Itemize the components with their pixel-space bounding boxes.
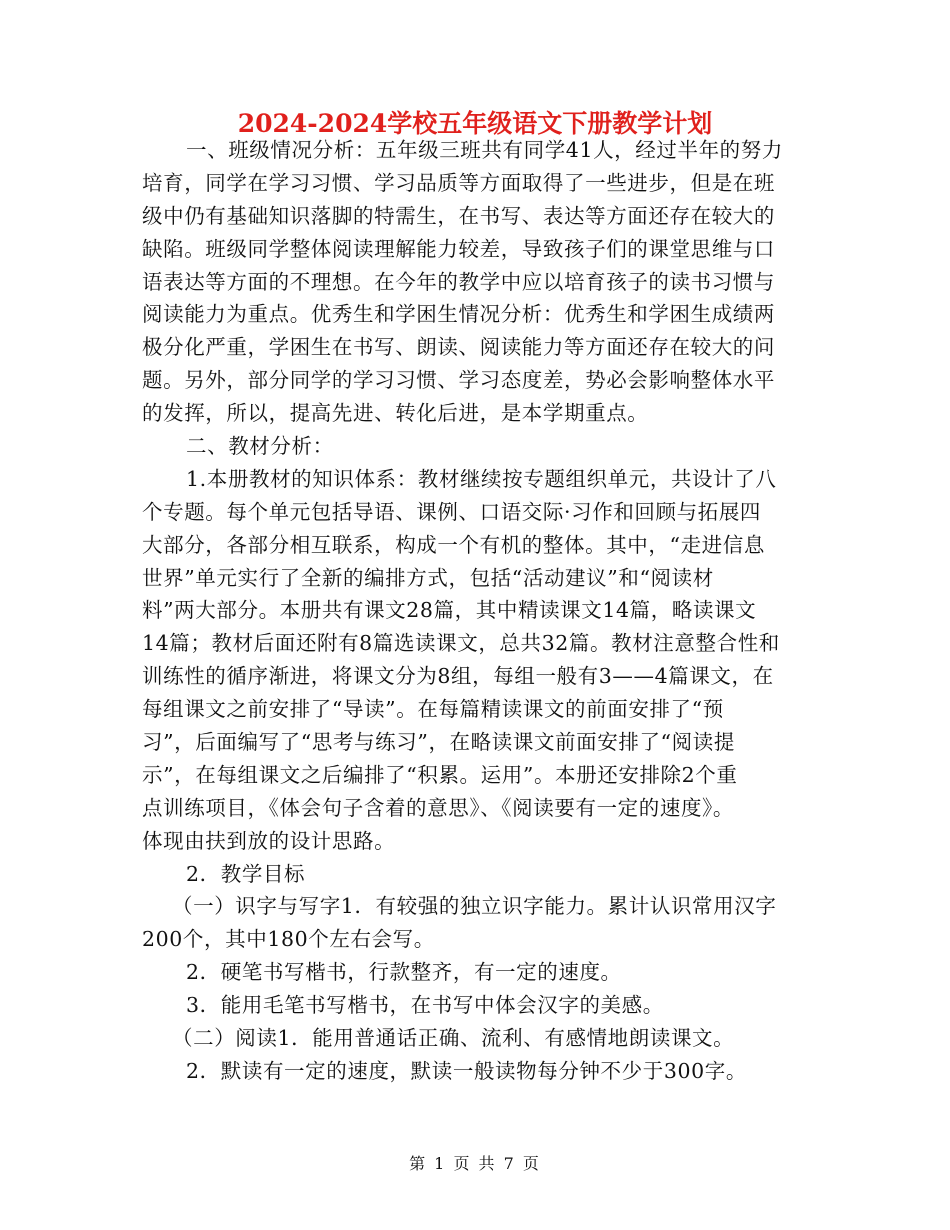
paragraph-line: 体现由扶到放的设计思路。: [142, 828, 396, 853]
paragraph-line: 级中仍有基础知识落脚的特需生，在书写、表达等方面还存在较大的: [142, 203, 775, 228]
paragraph-line: 题。另外，部分同学的学习习惯、学习态度差，势必会影响整体水平: [142, 368, 775, 393]
paragraph-line: 语表达等方面的不理想。在今年的教学中应以培育孩子的读书习惯与: [142, 269, 775, 294]
paragraph-line: 极分化严重，学困生在书写、朗读、阅读能力等方面还存在较大的问: [142, 335, 775, 360]
paragraph-line: 习”，后面编写了“思考与练习”，在略读课文前面安排了“阅读提: [142, 730, 735, 755]
document-body: [142, 134, 806, 1088]
paragraph-line: 点训练项目，《体会句子含着的意思》、《阅读要有一定的速度》。: [142, 795, 734, 820]
paragraph-line: 3．能用毛笔书写楷书，在书写中体会汉字的美感。: [186, 993, 664, 1018]
paragraph-line: 示”，在每组课文之后编排了“积累。运用”。本册还安排除2个重: [142, 762, 738, 787]
section-heading: 2．教学目标: [186, 861, 306, 886]
paragraph-line: 培育，同学在学习习惯、学习品质等方面取得了一些进步，但是在班: [142, 170, 775, 195]
paragraph-line: 大部分，各部分相互联系，构成一个有机的整体。其中，“走进信息: [142, 532, 765, 557]
paragraph-line: 个专题。每个单元包括导语、课例、口语交际·习作和回顾与拓展四: [142, 499, 762, 524]
paragraph-line: 一、班级情况分析：五年级三班共有同学41人，经过半年的努力: [186, 138, 783, 162]
paragraph-line: 2．硬笔书写楷书，行款整齐，有一定的速度。: [186, 960, 622, 985]
paragraph-line: 每组课文之前安排了“导读”。在每篇精读课文的前面安排了“预: [142, 697, 724, 722]
paragraph-line: 1.本册教材的知识体系：教材继续按专题组织单元，共设计了八: [186, 466, 777, 491]
paragraph-line: 阅读能力为重点。优秀生和学困生情况分析：优秀生和学困生成绩两: [142, 302, 775, 327]
paragraph-line: 缺陷。班级同学整体阅读理解能力较差，导致孩子们的课堂思维与口: [142, 236, 775, 261]
paragraph-line: 14篇；教材后面还附有8篇选读课文，总共32篇。教材注意整合性和: [142, 631, 780, 656]
paragraph-line: 的发挥，所以，提高先进、转化后进，是本学期重点。: [142, 401, 649, 426]
paragraph-line: 200个，其中180个左右会写。: [142, 927, 435, 952]
paragraph-line: 世界”单元实行了全新的编排方式，包括“活动建议”和“阅读材: [142, 565, 714, 590]
page-number-footer: 第 1 页 共 7 页: [409, 1154, 541, 1173]
paragraph-line: 2．默读有一定的速度，默读一般读物每分钟不少于300字。: [186, 1058, 747, 1083]
document-title: 2024-2024学校五年级语文下册教学计划: [237, 109, 713, 138]
section-heading: 二、教材分析：: [186, 434, 334, 459]
paragraph-line: （一）识字与写字1．有较强的独立识字能力。累计认识常用汉字: [172, 894, 777, 919]
paragraph-line: （二）阅读1．能用普通话正确、流利、有感情地朗读课文。: [172, 1026, 735, 1051]
paragraph-line: 训练性的循序渐进，将课文分为8组，每组一般有3——4篇课文，在: [142, 664, 774, 689]
paragraph-line: 料”两大部分。本册共有课文28篇，其中精读课文14篇，略读课文: [142, 598, 757, 623]
